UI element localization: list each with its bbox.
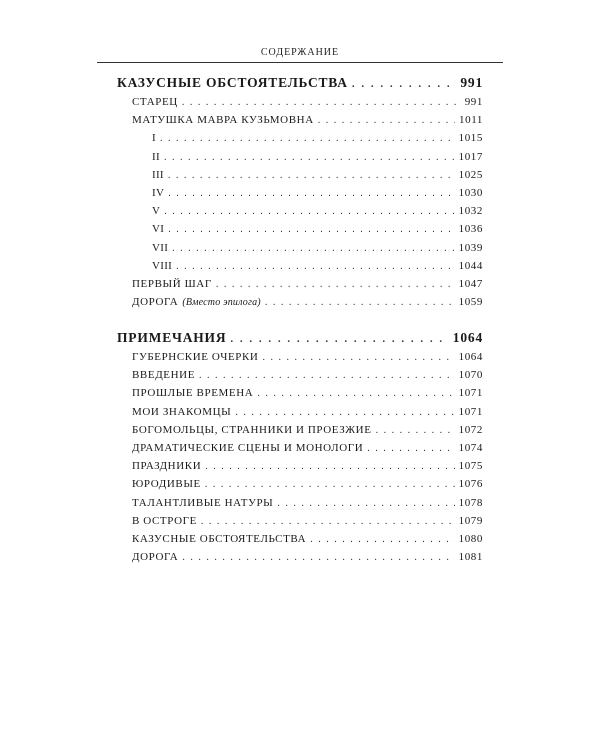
toc-entry[interactable] (117, 530, 483, 548)
leader-dots (182, 94, 461, 112)
toc-entry[interactable] (117, 348, 483, 366)
toc-entry-label: VI (152, 223, 165, 236)
toc-page-number: 1015 (458, 132, 483, 145)
toc-page-number: 1071 (458, 387, 483, 400)
leader-dots (199, 367, 455, 385)
toc-page-number: 1072 (458, 423, 483, 436)
toc-subentry[interactable] (117, 148, 483, 166)
toc-entry-label: I (152, 132, 156, 145)
toc-entry-label: ВВЕДЕНИЕ (132, 369, 196, 382)
leader-dots (168, 167, 455, 185)
toc-entry-label: В ОСТРОГЕ (132, 514, 197, 527)
toc-heading-label: ПРИМЕЧАНИЯ (117, 330, 227, 345)
leader-dots (352, 74, 457, 95)
leader-dots (160, 130, 455, 148)
toc-entry[interactable] (117, 275, 483, 293)
toc-entry-label: VIII (152, 259, 173, 272)
header-rule (97, 62, 503, 63)
toc-page-number: 1047 (458, 277, 483, 290)
toc-entry-subtitle: (Вместо эпилога) (182, 297, 261, 309)
toc-entry-label: ПЕРВЫЙ ШАГ (132, 277, 212, 290)
leader-dots (216, 276, 455, 294)
toc-entry-label: ПРОШЛЫЕ ВРЕМЕНА (132, 387, 254, 400)
toc-page-number: 1059 (458, 296, 483, 309)
toc-entry[interactable] (117, 457, 483, 475)
toc-section-heading[interactable] (117, 72, 483, 93)
toc-page-number: 991 (460, 75, 483, 90)
leader-dots (318, 112, 455, 130)
leader-dots (265, 294, 455, 312)
toc-page-number: 1075 (458, 460, 483, 473)
toc-entry-label: IV (152, 186, 165, 199)
leader-dots (257, 385, 454, 403)
toc-entry[interactable] (117, 111, 483, 129)
toc-entry-label: ТАЛАНТЛИВЫЕ НАТУРЫ (132, 496, 274, 509)
leader-dots (201, 513, 455, 531)
toc-page-number: 1070 (458, 369, 483, 382)
leader-dots (164, 149, 455, 167)
toc-entry[interactable] (117, 439, 483, 457)
leader-dots (172, 240, 454, 258)
toc-heading-label: КАЗУСНЫЕ ОБСТОЯТЕЛЬСТВА (117, 75, 348, 90)
toc-subentry[interactable] (117, 257, 483, 275)
leader-dots (182, 549, 454, 567)
leader-dots (176, 258, 454, 276)
toc-page-number: 1080 (458, 532, 483, 545)
toc-page-number: 991 (464, 96, 483, 108)
toc-page-number: 1039 (458, 241, 483, 254)
leader-dots (205, 458, 454, 476)
toc-entry[interactable] (117, 384, 483, 402)
leader-dots (164, 203, 454, 221)
leader-dots (235, 404, 454, 422)
toc-entry-label: БОГОМОЛЬЦЫ, СТРАННИКИ И ПРОЕЗЖИЕ (132, 423, 372, 436)
toc-entry-label: ДОРОГА (132, 551, 179, 564)
toc-page-number: 1074 (458, 441, 483, 454)
toc-entry[interactable] (117, 494, 483, 512)
toc-page-number: 1011 (459, 114, 483, 127)
toc-subentry[interactable] (117, 220, 483, 238)
toc-subentry[interactable] (117, 202, 483, 220)
toc-page-number: 1071 (458, 405, 483, 418)
toc-entry-label: КАЗУСНЫЕ ОБСТОЯТЕЛЬСТВА (132, 532, 307, 545)
leader-dots (230, 329, 448, 350)
toc-subentry[interactable] (117, 239, 483, 257)
leader-dots (262, 349, 454, 367)
toc-entry[interactable] (117, 548, 483, 566)
toc-entry[interactable] (117, 475, 483, 493)
toc-entry-label: СТАРЕЦ (132, 96, 178, 108)
leader-dots (168, 221, 454, 239)
toc-entry[interactable] (117, 421, 483, 439)
toc-entry-label: VII (152, 241, 169, 254)
toc-entry[interactable] (117, 93, 483, 111)
toc-entry-label: V (152, 205, 161, 218)
toc-page-number: 1079 (458, 514, 483, 527)
toc-page-number: 1064 (458, 351, 483, 363)
toc-page-number: 1076 (458, 478, 483, 491)
toc-page-number: 1025 (458, 168, 483, 181)
toc-entry[interactable] (117, 512, 483, 530)
toc-subentry[interactable] (117, 184, 483, 202)
running-head: СОДЕРЖАНИЕ (260, 47, 340, 58)
leader-dots (168, 185, 454, 203)
toc-page-number: 1030 (458, 186, 483, 199)
leader-dots (277, 495, 454, 513)
toc-section-heading[interactable] (117, 327, 483, 348)
toc-entry[interactable] (117, 366, 483, 384)
toc-entry[interactable] (117, 403, 483, 421)
toc-entry-label: МОИ ЗНАКОМЦЫ (132, 405, 232, 418)
leader-dots (376, 422, 455, 440)
leader-dots (205, 476, 455, 494)
leader-dots (367, 440, 454, 458)
toc-entry-label: ПРАЗДНИКИ (132, 460, 202, 473)
toc-entry-label: ДРАМАТИЧЕСКИЕ СЦЕНЫ И МОНОЛОГИ (132, 441, 364, 454)
toc-page-number: 1032 (458, 205, 483, 218)
toc-entry-label: II (152, 150, 160, 163)
toc-page-number: 1081 (458, 551, 483, 564)
leader-dots (310, 531, 454, 549)
toc-section-kazusnye (117, 72, 483, 311)
toc-entry-label: ДОРОГА (132, 296, 179, 309)
toc-entry[interactable] (117, 293, 483, 311)
toc-page-number: 1064 (452, 330, 483, 345)
toc-page-number: 1017 (458, 150, 483, 163)
toc-entry-label: ГУБЕРНСКИЕ ОЧЕРКИ (132, 351, 259, 363)
toc-page-number: 1036 (458, 223, 483, 236)
toc-entry-label: МАТУШКА МАВРА КУЗЬМОВНА (132, 114, 314, 127)
toc-entry-label: III (152, 168, 164, 181)
toc-section-primechaniya (117, 327, 483, 566)
toc-subentry[interactable] (117, 129, 483, 147)
toc-page-number: 1078 (458, 496, 483, 509)
toc-subentry[interactable] (117, 166, 483, 184)
toc-entry-label: ЮРОДИВЫЕ (132, 478, 201, 491)
toc-page-number: 1044 (458, 259, 483, 272)
